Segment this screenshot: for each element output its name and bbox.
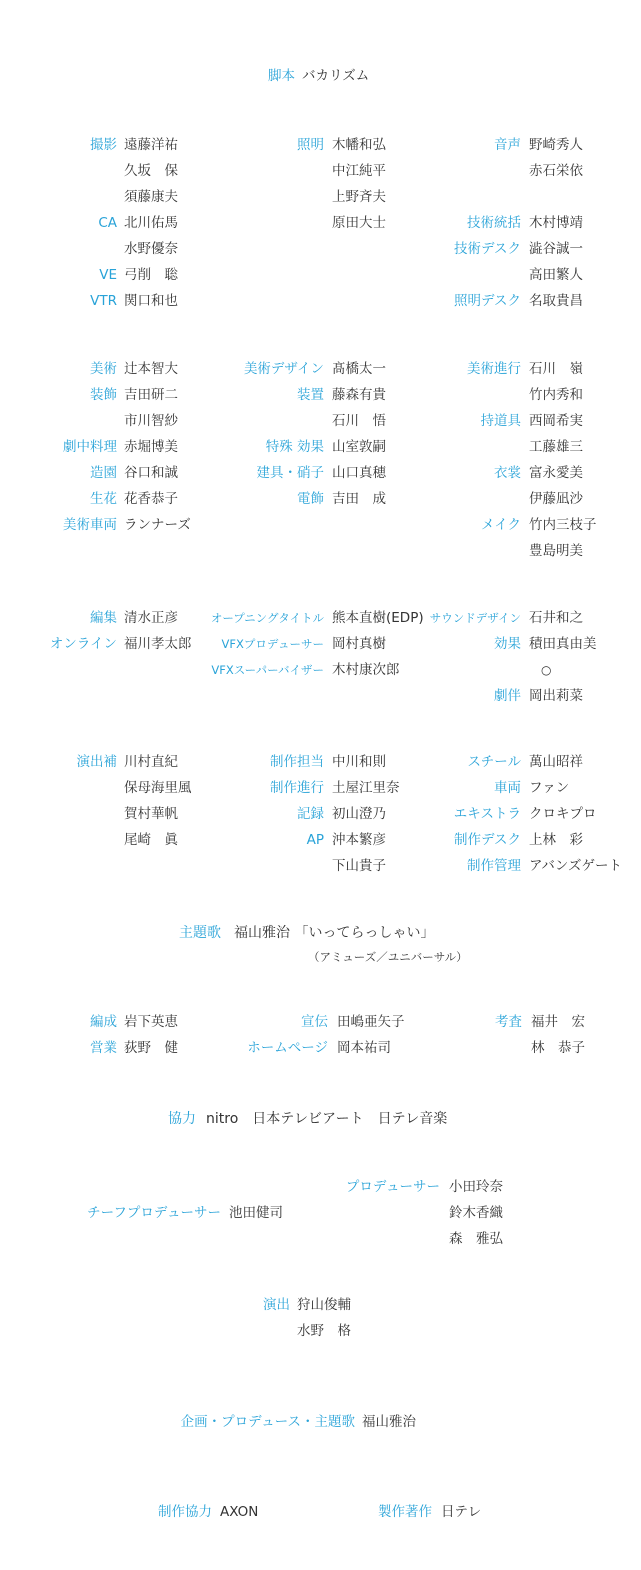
role: 美術デザイン <box>243 361 324 377</box>
role: CA <box>98 215 117 231</box>
role: 編集 <box>90 610 117 626</box>
name: 原田大士 <box>332 215 386 231</box>
name: アバンズゲート <box>529 858 623 874</box>
block-director <box>0 1292 641 1344</box>
name: 下山貴子 <box>332 858 386 874</box>
name-cooperation: nitro 日本テレビアート 日テレ音楽 <box>206 1111 448 1127</box>
name: 豊島明美 <box>529 543 583 559</box>
credit-script <box>0 63 641 89</box>
role: 撮影 <box>90 137 117 153</box>
role: 効果 <box>494 636 521 652</box>
role: 美術進行 <box>467 361 521 377</box>
name: 林 恭子 <box>531 1040 585 1056</box>
role: 装置 <box>297 387 324 403</box>
role-chief-producer: チーフプロデューサー <box>87 1205 221 1221</box>
name: 関口和也 <box>124 293 178 309</box>
name: ランナーズ <box>124 517 191 533</box>
name: 山口真穂 <box>332 465 386 481</box>
role: 営業 <box>90 1040 117 1056</box>
name: 上野斉夫 <box>332 189 386 205</box>
role-cooperation: 協力 <box>168 1111 196 1127</box>
role: AP <box>306 832 324 848</box>
name: 木幡和弘 <box>332 137 386 153</box>
role-director: 演出 <box>263 1297 290 1313</box>
block-producers <box>0 1174 641 1254</box>
name: 川村直紀 <box>124 754 178 770</box>
block-production <box>0 749 641 884</box>
role: サウンドデザイン <box>429 611 521 625</box>
role: VE <box>99 267 117 283</box>
name: 木村康次郎 <box>332 662 400 678</box>
name: 市川智紗 <box>124 413 178 429</box>
role-script: 脚本 <box>268 68 295 84</box>
role-planning: 企画・プロデュース・主題歌 <box>180 1414 355 1430</box>
name: 赤堀博美 <box>124 439 178 455</box>
name: 水野優奈 <box>124 241 178 257</box>
role: オープニングタイトル <box>210 611 324 625</box>
name: 久坂 保 <box>124 163 178 179</box>
name: ファン <box>529 780 570 796</box>
name: 福川孝太郎 <box>124 636 192 652</box>
name: 工藤雄三 <box>529 439 583 455</box>
role: 技術統括 <box>467 215 521 231</box>
name: 野崎秀人 <box>529 137 583 153</box>
credit-cooperation <box>0 1106 641 1132</box>
role: 造園 <box>90 465 117 481</box>
name-producer: 森 雅弘 <box>449 1231 503 1247</box>
block-footer-credits <box>0 1499 641 1525</box>
name: 中江純平 <box>332 163 386 179</box>
role: 持道具 <box>480 413 521 429</box>
name: 遠藤洋祐 <box>124 137 178 153</box>
credit-planning <box>0 1409 641 1435</box>
role: ホームページ <box>247 1040 328 1056</box>
name: クロキプロ <box>529 806 597 822</box>
name: 竹内三枝子 <box>529 517 597 533</box>
role: メイク <box>481 517 521 533</box>
circle-mark: ○ <box>541 663 552 677</box>
name: 吉田 成 <box>332 491 386 507</box>
role: VFXプロデューサー <box>221 637 324 651</box>
name: 初山澄乃 <box>332 806 386 822</box>
name-director: 狩山俊輔 <box>297 1297 351 1313</box>
role: 特殊 効果 <box>265 439 324 455</box>
name-chief-producer: 池田健司 <box>229 1205 283 1221</box>
name: 岩下英恵 <box>124 1014 178 1030</box>
role-theme-song: 主題歌 <box>179 925 221 941</box>
role: 技術デスク <box>454 241 521 257</box>
name: 石川 嶺 <box>529 361 583 377</box>
name-theme-song: 福山雅治 「いってらっしゃい」 <box>234 925 435 941</box>
role: VTR <box>90 293 117 309</box>
role: 照明 <box>297 137 324 153</box>
name: 清水正彦 <box>124 610 178 626</box>
name: 熊本直樹(EDP) <box>332 610 424 626</box>
name-planning: 福山雅治 <box>362 1414 416 1430</box>
name: 岡村真樹 <box>332 636 386 652</box>
name: 谷口和誠 <box>124 465 178 481</box>
name-copyright: 日テレ <box>441 1504 482 1520</box>
role: 生花 <box>90 491 117 507</box>
block-art <box>0 356 641 566</box>
name: 石井和之 <box>529 610 583 626</box>
name: 辻本智大 <box>124 361 178 377</box>
name: 荻野 健 <box>124 1040 178 1056</box>
role: 衣裳 <box>494 465 521 481</box>
role: エキストラ <box>453 806 521 822</box>
name: 石川 悟 <box>332 413 386 429</box>
role: 考査 <box>495 1014 522 1030</box>
name-director: 水野 格 <box>297 1323 351 1339</box>
role: スチール <box>467 754 521 770</box>
name: 木村博靖 <box>529 215 583 231</box>
role: 劇伴 <box>494 688 521 704</box>
role: 車両 <box>494 780 521 796</box>
name: 赤石栄依 <box>529 163 583 179</box>
role: 制作進行 <box>270 780 324 796</box>
name: 竹内秀和 <box>529 387 583 403</box>
role-producer: プロデューサー <box>345 1179 440 1195</box>
name: 花香恭子 <box>124 491 178 507</box>
name: 保母海里風 <box>124 780 192 796</box>
name: 髙橋太一 <box>332 361 386 377</box>
role: 照明デスク <box>454 293 521 309</box>
name-producer: 鈴木香織 <box>449 1205 503 1221</box>
name: 土屋江里奈 <box>332 780 400 796</box>
name: 岡本祐司 <box>337 1040 391 1056</box>
role: VFXスーパーバイザー <box>211 663 324 677</box>
name: 岡出莉菜 <box>529 688 583 704</box>
name: 積田真由美 <box>529 636 597 652</box>
label-theme-song: （アミューズ／ユニバーサル） <box>308 950 468 964</box>
name: 名取貴昌 <box>529 293 583 309</box>
name: 藤森有貴 <box>332 387 386 403</box>
role: オンライン <box>49 636 117 652</box>
role: 宣伝 <box>301 1014 328 1030</box>
role: 建具・硝子 <box>256 465 324 481</box>
role: 記録 <box>297 806 324 822</box>
name: 山室敦嗣 <box>332 439 386 455</box>
name: 西岡希実 <box>529 413 583 429</box>
role: 劇中料理 <box>63 439 117 455</box>
role: 制作管理 <box>467 858 521 874</box>
name: 福井 宏 <box>531 1014 585 1030</box>
name-producer: 小田玲奈 <box>449 1179 503 1195</box>
name: 田嶋亜矢子 <box>337 1014 405 1030</box>
name: 沖本繁彦 <box>332 832 386 848</box>
name: 尾崎 眞 <box>124 832 178 848</box>
name: 吉田研二 <box>124 387 178 403</box>
name-script: バカリズム <box>302 68 370 84</box>
name: 伊藤凪沙 <box>529 491 583 507</box>
role: 制作デスク <box>454 832 521 848</box>
role: 装飾 <box>90 387 117 403</box>
block-camera <box>0 132 641 322</box>
name: 北川佑馬 <box>124 215 178 231</box>
role: 編成 <box>90 1014 117 1030</box>
name: 弓削 聡 <box>124 267 178 283</box>
role: 制作担当 <box>270 754 324 770</box>
role-production-coop: 制作協力 <box>158 1504 212 1520</box>
block-office <box>0 1009 641 1065</box>
role: 美術 <box>90 361 117 377</box>
role: 音声 <box>494 137 521 153</box>
name: 富永愛美 <box>529 465 583 481</box>
name: 中川和則 <box>332 754 386 770</box>
role: 美術車両 <box>63 517 117 533</box>
block-post <box>0 605 641 715</box>
name: 上林 彩 <box>529 832 583 848</box>
name: 萬山昭祥 <box>529 754 583 770</box>
name: 澁谷誠一 <box>529 241 583 257</box>
credit-theme-song <box>0 920 641 970</box>
name: 高田繁人 <box>529 267 583 283</box>
name: 須藤康夫 <box>124 189 178 205</box>
role-copyright: 製作著作 <box>378 1504 432 1520</box>
name-production-coop: AXON <box>220 1504 259 1520</box>
name: 賀村華帆 <box>124 806 178 822</box>
role: 演出補 <box>76 754 117 770</box>
role: 電飾 <box>297 491 324 507</box>
